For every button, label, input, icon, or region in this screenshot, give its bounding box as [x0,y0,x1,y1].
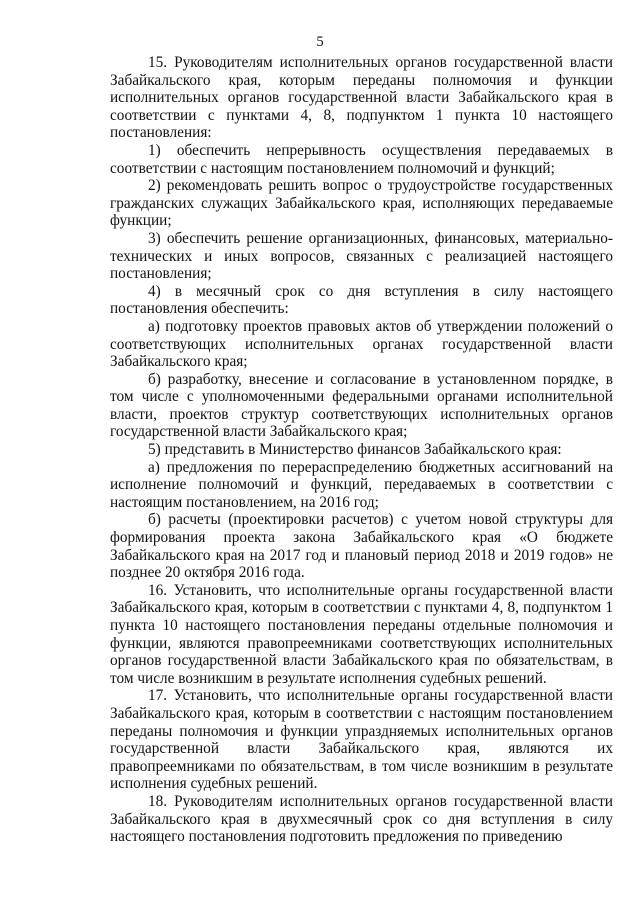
paragraph-15-5: 5) представить в Министерство финансов Забайкальского края: [148,441,562,459]
paragraph-15: 15. Руководителям исполнительных органов государственной власти Забайкальского края, которым переданы полномочия и функции исполнительных органов государственной власти Забайкальского края в соответствии с пунктами 4, 8, подпунктом 1 пункта 10 настоящего постановления: [110,54,613,142]
paragraph-17: 17. Установить, что исполнительные органы государственной власти Забайкальского края, которым в соответствии с настоящим постановлением переданы полномочия и функции упраздняемых исполнительных органов государственной власти Забайкальского края, являются их правопреемниками по обязательствам, в том числе возникшим в результате исполнения судебных решений. [110,687,613,793]
paragraph-15-4: 4) в месячный срок со дня вступления в силу настоящего постановления обеспечить: [110,282,613,318]
page-number: 5 [316,34,324,50]
paragraph-15-3: 3) обеспечить решение организационных, финансовых, материально-технических и иных вопросов, связанных с реализацией настоящего постановления; [110,229,613,283]
paragraph-15-5-a: а) предложения по перераспределению бюджетных ассигнований на исполнение полномочий и функций, передаваемых в соответствии с настоящим постановлением, на 2016 год; [110,458,613,511]
paragraph-16: 16. Установить, что исполнительные органы государственной власти Забайкальского края, которым в соответствии с пунктами 4, 8, подпунктом 1 пункта 10 настоящего постановления переданы отдельные полномочия и функции, являются правопреемниками соответствующих исполнительных органов государственной власти Забайкальского края по обязательствам, в том числе возникшим в результате исполнения судебных решений. [110,581,613,687]
paragraph-15-2: 2) рекомендовать решить вопрос о трудоустройстве государственных гражданских служащих Забайкальского края, исполняющих передаваемые функции; [110,177,613,230]
paragraph-15-5-b: б) расчеты (проектировки расчетов) с учетом новой структуры для формирования проекта закона Забайкальского края «О бюджете Забайкальского края на 2017 год и плановый период 2018 и 2019 годов» не позднее 20 октября 2016 года. [110,511,613,582]
paragraph-15-4-a: а) подготовку проектов правовых актов об утверждении положений о соответствующих исполнительных органах государственной власти Забайкальского края; [110,317,613,371]
paragraph-18: 18. Руководителям исполнительных органов государственной власти Забайкальского края в двухмесячный срок со дня вступления в силу настоящего постановления подготовить предложения по приведению [110,792,613,846]
paragraph-15-1: 1) обеспечить непрерывность осуществления передаваемых в соответствии с настоящим постановлением полномочий и функций; [110,141,613,177]
paragraph-15-4-b: б) разработку, внесение и согласование в установленном порядке, в том числе с уполномоченными федеральными органами исполнительной власти, проектов структур соответствующих исполнительных органов государственной власти Забайкальского края; [110,370,613,441]
document-body [110,54,613,846]
